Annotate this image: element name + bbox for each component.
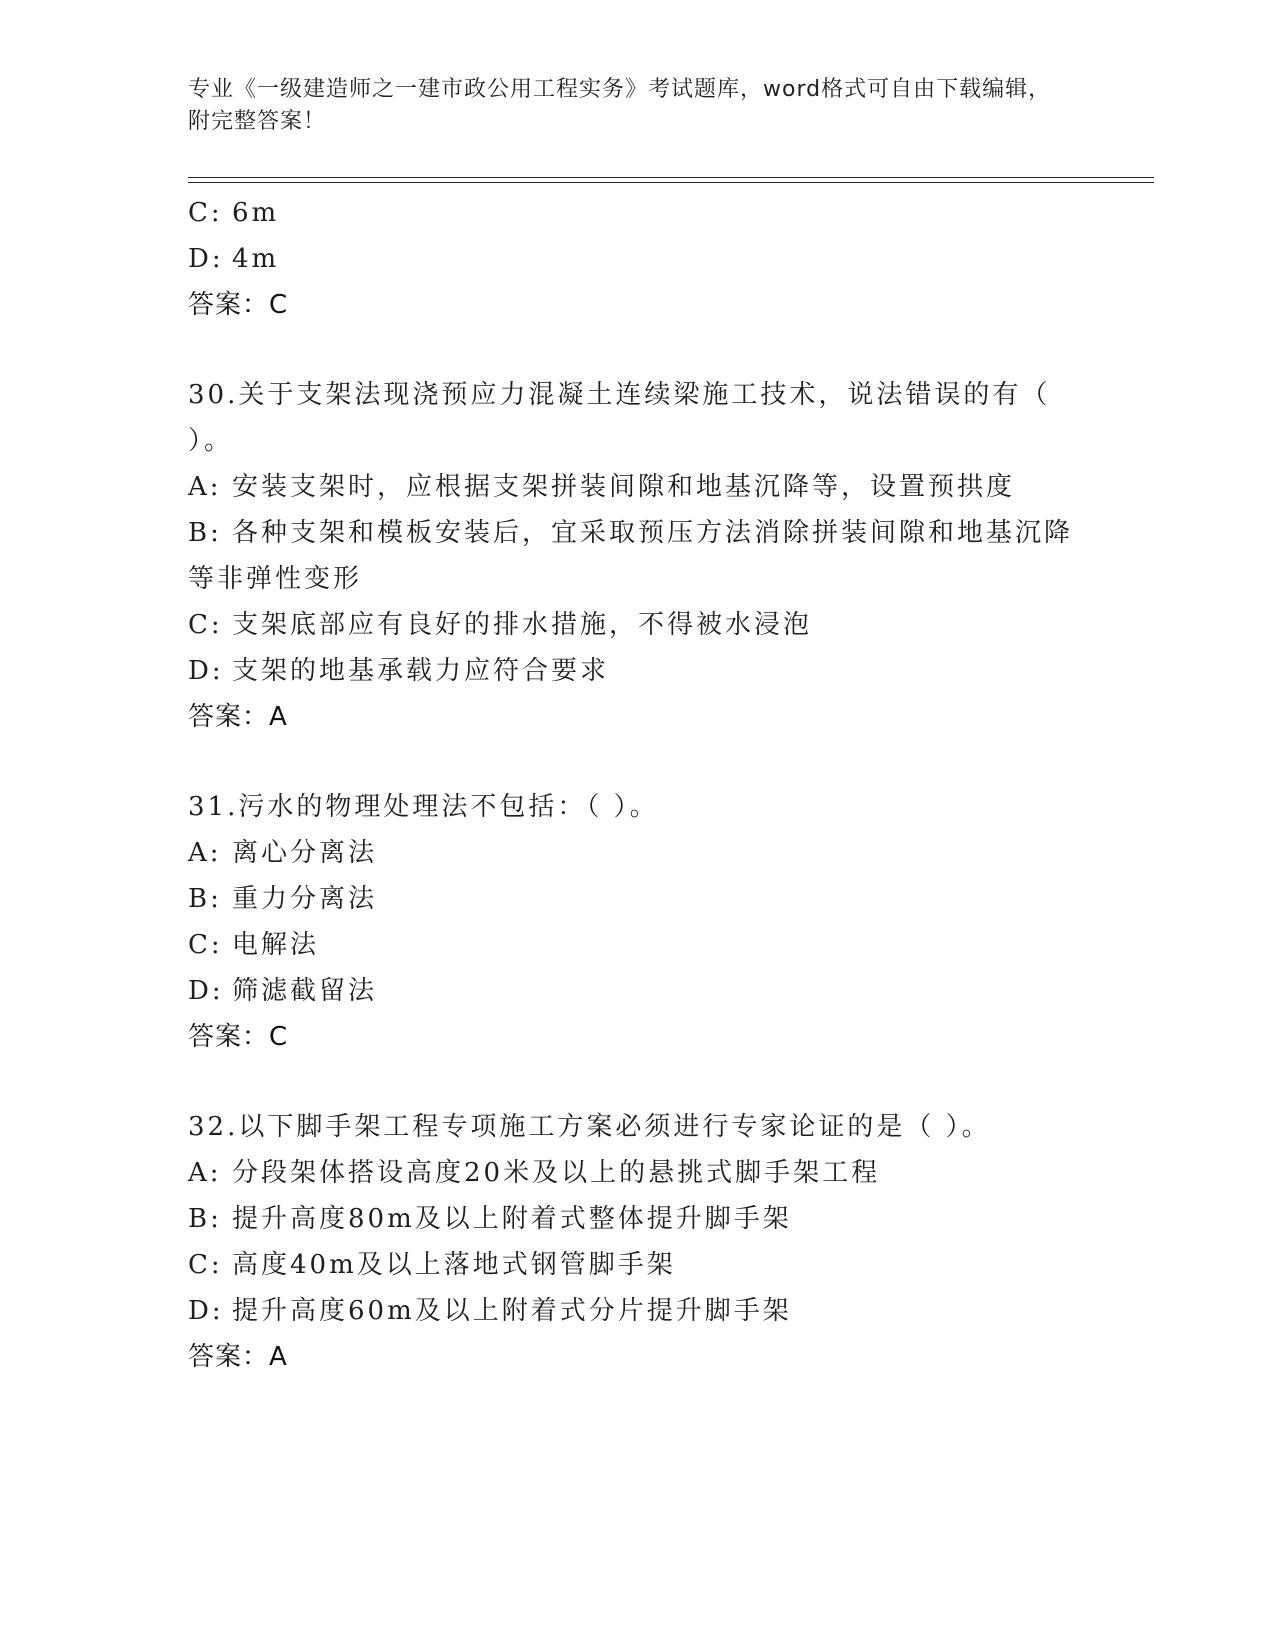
option-d [188, 1288, 1088, 1334]
option-text: 电解法 [232, 930, 320, 960]
spacer [188, 1060, 1088, 1104]
answer-line: 答案：A [188, 702, 288, 732]
option-text: 提升高度80m及以上附着式整体提升脚手架 [232, 1204, 792, 1234]
spacer [188, 740, 1088, 784]
option-c [188, 922, 1088, 968]
option-label: A: [188, 1158, 222, 1188]
option-label: A: [188, 838, 222, 868]
option-d [188, 648, 1088, 694]
option-label: D: [188, 1296, 224, 1326]
option-d [188, 236, 1088, 282]
question-content [188, 190, 1088, 1380]
question-32-stem: 32.以下脚手架工程专项施工方案必须进行专家论证的是（ ）。 [188, 1112, 991, 1142]
option-label: C: [188, 1250, 223, 1280]
answer-line: 答案：A [188, 1342, 288, 1372]
option-b-cont: 等非弹性变形 [188, 564, 363, 594]
answer-line: 答案：C [188, 1022, 289, 1052]
option-text: 离心分离法 [232, 838, 378, 868]
option-text: 重力分离法 [232, 884, 378, 914]
option-text: 支架底部应有良好的排水措施，不得被水浸泡 [232, 610, 813, 640]
option-text: 4m [232, 244, 280, 274]
option-text: 分段架体搭设高度20米及以上的悬挑式脚手架工程 [232, 1158, 881, 1188]
option-label: A: [188, 472, 222, 502]
option-label: B: [188, 1204, 222, 1234]
option-text: 各种支架和模板安装后，宜采取预压方法消除拼装间隙和地基沉降 [232, 518, 1074, 548]
header-divider-bottom [188, 182, 1154, 183]
header-divider-top [188, 177, 1154, 178]
option-label: C: [188, 198, 223, 228]
answer-line: 答案：C [188, 290, 289, 320]
option-c [188, 1242, 1088, 1288]
option-text: 安装支架时，应根据支架拼装间隙和地基沉降等，设置预拱度 [232, 472, 1016, 502]
option-a [188, 830, 1088, 876]
document-header: 专业《一级建造师之一建市政公用工程实务》考试题库，word格式可自由下载编辑，附完整答案！ [188, 77, 1052, 134]
option-label: C: [188, 610, 223, 640]
option-a [188, 464, 1088, 510]
option-label: C: [188, 930, 223, 960]
option-text: 6m [232, 198, 280, 228]
option-text: 高度40m及以上落地式钢管脚手架 [232, 1250, 676, 1280]
option-label: B: [188, 518, 222, 548]
option-d [188, 968, 1088, 1014]
option-b [188, 1196, 1088, 1242]
option-text: 支架的地基承载力应符合要求 [232, 656, 610, 686]
option-label: D: [188, 656, 224, 686]
spacer [188, 328, 1088, 372]
option-c [188, 190, 1088, 236]
question-30-stem: 30.关于支架法现浇预应力混凝土连续梁施工技术，说法错误的有（ [188, 380, 1051, 410]
question-30-stem-cont: ）。 [188, 426, 234, 456]
option-text: 提升高度60m及以上附着式分片提升脚手架 [232, 1296, 792, 1326]
option-text: 筛滤截留法 [232, 976, 378, 1006]
option-b [188, 510, 1088, 556]
option-a [188, 1150, 1088, 1196]
option-label: B: [188, 884, 222, 914]
question-31-stem: 31.污水的物理处理法不包括：（ ）。 [188, 792, 659, 822]
option-c [188, 602, 1088, 648]
option-label: D: [188, 244, 224, 274]
option-b [188, 876, 1088, 922]
option-label: D: [188, 976, 224, 1006]
